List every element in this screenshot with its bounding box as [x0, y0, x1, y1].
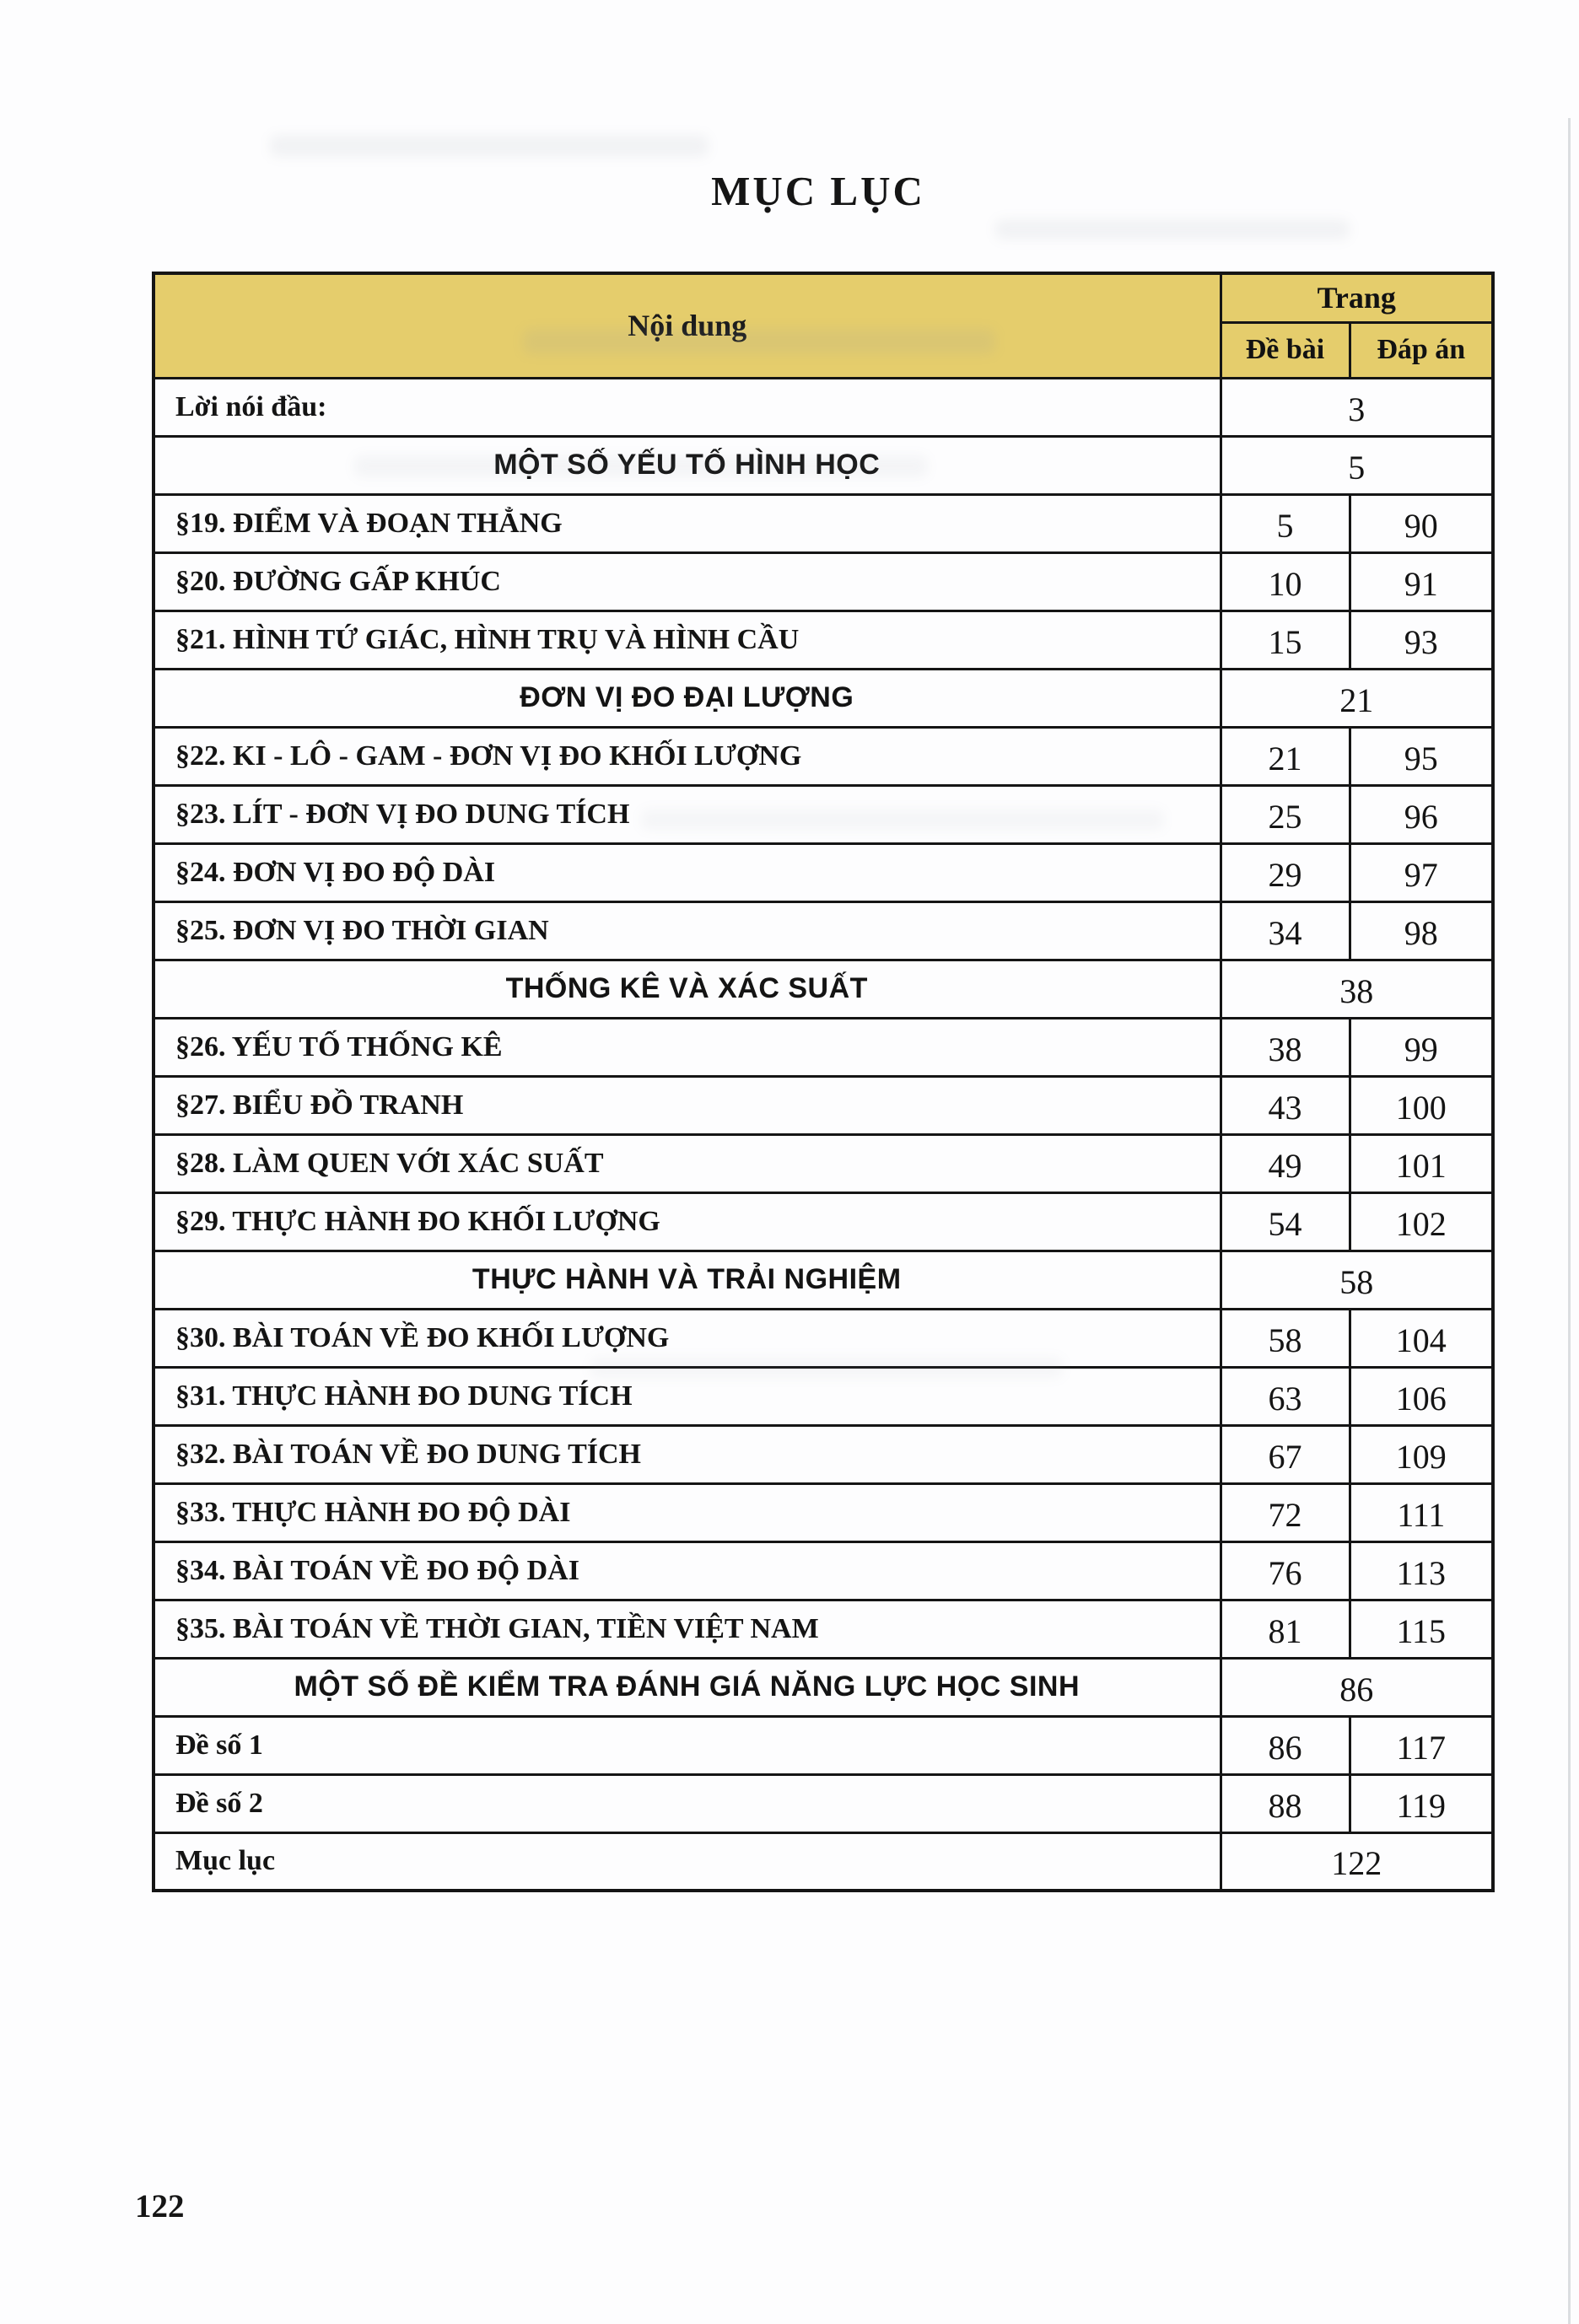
row-debai-page: 72: [1221, 1483, 1350, 1541]
row-label: §25. ĐƠN VỊ ĐO THỜI GIAN: [154, 901, 1221, 960]
toc-row: [154, 1483, 1493, 1541]
row-label: §22. KI - LÔ - GAM - ĐƠN VỊ ĐO KHỐI LƯỢNG: [154, 727, 1221, 785]
row-label: §26. YẾU TỐ THỐNG KÊ: [154, 1018, 1221, 1076]
page-title: MỤC LỤC: [711, 168, 925, 214]
row-debai-page: 21: [1221, 727, 1350, 785]
row-dapan-page: 98: [1350, 901, 1493, 960]
row-label: Đề số 1: [154, 1716, 1221, 1774]
row-label: §33. THỰC HÀNH ĐO ĐỘ DÀI: [154, 1483, 1221, 1541]
row-dapan-page: 100: [1350, 1076, 1493, 1134]
row-debai-page: 43: [1221, 1076, 1350, 1134]
row-label: §29. THỰC HÀNH ĐO KHỐI LƯỢNG: [154, 1192, 1221, 1251]
toc-section-row: [154, 1251, 1493, 1309]
toc-row: [154, 727, 1493, 785]
toc-table: [152, 272, 1495, 1892]
row-dapan-page: 117: [1350, 1716, 1493, 1774]
row-dapan-page: 113: [1350, 1541, 1493, 1600]
row-page: 58: [1221, 1251, 1493, 1309]
row-debai-page: 76: [1221, 1541, 1350, 1600]
header-trang: Trang: [1221, 273, 1493, 322]
header-noi-dung: Nội dung: [154, 273, 1221, 378]
row-label: §19. ĐIỂM VÀ ĐOẠN THẲNG: [154, 494, 1221, 552]
row-page: 5: [1221, 436, 1493, 494]
toc-row: [154, 1425, 1493, 1483]
row-label: §20. ĐƯỜNG GẤP KHÚC: [154, 552, 1221, 611]
row-label: §28. LÀM QUEN VỚI XÁC SUẤT: [154, 1134, 1221, 1192]
row-page: 21: [1221, 669, 1493, 727]
header-dap-an: Đáp án: [1350, 322, 1493, 378]
row-dapan-page: 95: [1350, 727, 1493, 785]
toc-row: [154, 1018, 1493, 1076]
row-dapan-page: 91: [1350, 552, 1493, 611]
row-dapan-page: 101: [1350, 1134, 1493, 1192]
row-dapan-page: 93: [1350, 611, 1493, 669]
row-label: MỘT SỐ ĐỀ KIỂM TRA ĐÁNH GIÁ NĂNG LỰC HỌC SINH: [154, 1658, 1221, 1716]
toc-section-row: [154, 436, 1493, 494]
row-label: ĐƠN VỊ ĐO ĐẠI LƯỢNG: [154, 669, 1221, 727]
row-debai-page: 49: [1221, 1134, 1350, 1192]
toc-row: [154, 901, 1493, 960]
row-label: THỐNG KÊ VÀ XÁC SUẤT: [154, 960, 1221, 1018]
row-dapan-page: 102: [1350, 1192, 1493, 1251]
row-label: Đề số 2: [154, 1774, 1221, 1832]
row-label: §34. BÀI TOÁN VỀ ĐO ĐỘ DÀI: [154, 1541, 1221, 1600]
toc-row: [154, 843, 1493, 901]
page-edge-shadow: [1568, 118, 1571, 2324]
row-dapan-page: 119: [1350, 1774, 1493, 1832]
toc-section-row: [154, 960, 1493, 1018]
toc-section-row: [154, 1658, 1493, 1716]
row-label: MỘT SỐ YẾU TỐ HÌNH HỌC: [154, 436, 1221, 494]
toc-row: [154, 1541, 1493, 1600]
toc-row: [154, 1076, 1493, 1134]
row-debai-page: 67: [1221, 1425, 1350, 1483]
row-label: §32. BÀI TOÁN VỀ ĐO DUNG TÍCH: [154, 1425, 1221, 1483]
row-dapan-page: 90: [1350, 494, 1493, 552]
row-debai-page: 63: [1221, 1367, 1350, 1425]
toc-row: [154, 611, 1493, 669]
row-label: §35. BÀI TOÁN VỀ THỜI GIAN, TIỀN VIỆT NAM: [154, 1600, 1221, 1658]
row-label: §31. THỰC HÀNH ĐO DUNG TÍCH: [154, 1367, 1221, 1425]
row-page: 86: [1221, 1658, 1493, 1716]
scan-artifact: [270, 135, 709, 157]
toc-table-body: [154, 378, 1493, 1891]
row-dapan-page: 106: [1350, 1367, 1493, 1425]
row-label: §24. ĐƠN VỊ ĐO ĐỘ DÀI: [154, 843, 1221, 901]
toc-row: [154, 378, 1493, 436]
row-label: Lời nói đầu:: [154, 378, 1221, 436]
row-debai-page: 15: [1221, 611, 1350, 669]
row-page: 38: [1221, 960, 1493, 1018]
header-row-top: [154, 273, 1493, 322]
row-debai-page: 29: [1221, 843, 1350, 901]
toc-row: [154, 1600, 1493, 1658]
toc-row: [154, 785, 1493, 843]
row-debai-page: 81: [1221, 1600, 1350, 1658]
toc-header: [154, 273, 1493, 378]
header-de-bai: Đề bài: [1221, 322, 1350, 378]
row-dapan-page: 97: [1350, 843, 1493, 901]
row-dapan-page: 115: [1350, 1600, 1493, 1658]
toc-row: [154, 1716, 1493, 1774]
row-page: 3: [1221, 378, 1493, 436]
row-page: 122: [1221, 1832, 1493, 1891]
row-debai-page: 58: [1221, 1309, 1350, 1367]
row-label: §23. LÍT - ĐƠN VỊ ĐO DUNG TÍCH: [154, 785, 1221, 843]
row-dapan-page: 99: [1350, 1018, 1493, 1076]
row-dapan-page: 111: [1350, 1483, 1493, 1541]
toc-row: [154, 1192, 1493, 1251]
toc-row: [154, 1134, 1493, 1192]
toc-row: [154, 1832, 1493, 1891]
row-debai-page: 86: [1221, 1716, 1350, 1774]
toc-row: [154, 1367, 1493, 1425]
scan-artifact: [995, 219, 1350, 239]
toc-row: [154, 552, 1493, 611]
row-debai-page: 34: [1221, 901, 1350, 960]
toc-section-row: [154, 669, 1493, 727]
row-debai-page: 88: [1221, 1774, 1350, 1832]
row-debai-page: 25: [1221, 785, 1350, 843]
row-label: THỰC HÀNH VÀ TRẢI NGHIỆM: [154, 1251, 1221, 1309]
row-debai-page: 38: [1221, 1018, 1350, 1076]
toc-row: [154, 1774, 1493, 1832]
row-debai-page: 5: [1221, 494, 1350, 552]
row-dapan-page: 96: [1350, 785, 1493, 843]
row-debai-page: 10: [1221, 552, 1350, 611]
page-number: 122: [135, 2188, 185, 2224]
row-label: §27. BIỂU ĐỒ TRANH: [154, 1076, 1221, 1134]
row-label: Mục lục: [154, 1832, 1221, 1891]
row-label: §21. HÌNH TỨ GIÁC, HÌNH TRỤ VÀ HÌNH CẦU: [154, 611, 1221, 669]
row-dapan-page: 104: [1350, 1309, 1493, 1367]
toc-row: [154, 1309, 1493, 1367]
row-dapan-page: 109: [1350, 1425, 1493, 1483]
row-debai-page: 54: [1221, 1192, 1350, 1251]
row-label: §30. BÀI TOÁN VỀ ĐO KHỐI LƯỢNG: [154, 1309, 1221, 1367]
toc-row: [154, 494, 1493, 552]
